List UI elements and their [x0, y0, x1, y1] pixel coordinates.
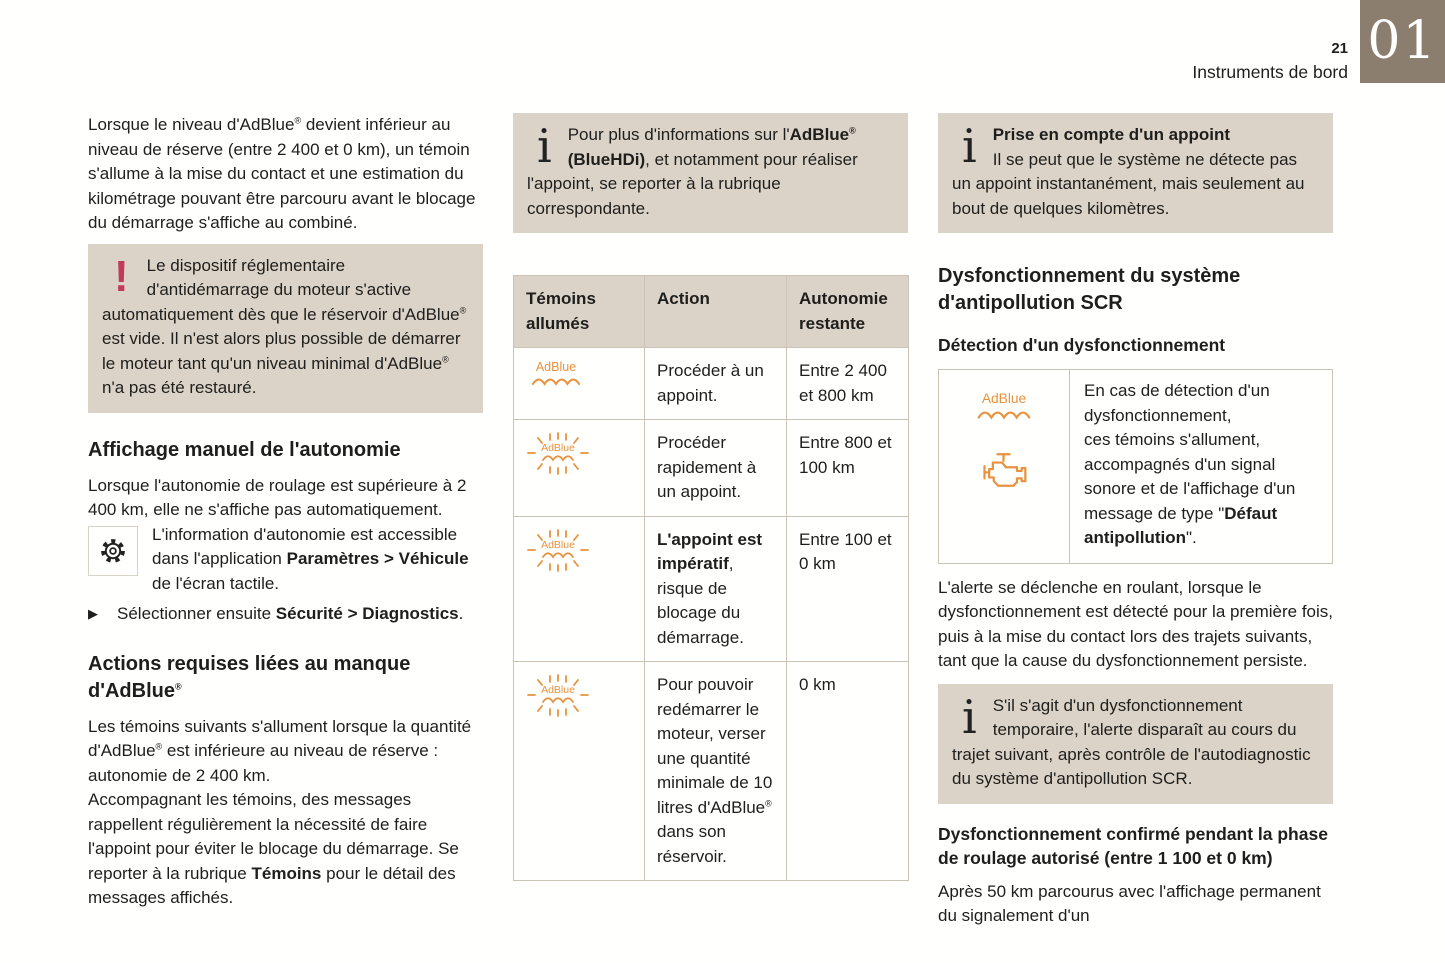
- page-header: [1192, 40, 1348, 83]
- table-row: [514, 662, 909, 881]
- subheading-detection: Détection d'un dysfonctionnement: [938, 335, 1226, 355]
- adblue-blinking-icon: [526, 431, 590, 476]
- intro-paragraph: Lorsque le niveau d'AdBlue® devient inférieur au niveau de réserve (entre 2 400 et 0 km), un témoin s'allume à la mise du contact et une estimation du kilométrage pouvant être parcouru avant le blocage du démarrage s'affiche au combiné.: [88, 115, 476, 232]
- heading-dysfonctionnement-scr: Dysfonctionnement du système d'antipollution SCR: [938, 265, 1241, 314]
- autonomy-cell: Entre 2 400 et 800 km: [787, 348, 909, 420]
- actions-paragraph-2: Accompagnant les témoins, des messages rappellent régulièrement la nécessité de faire l'appoint pour éviter le blocage du démarrage. Se reporter à la rubrique Témoins pour le détail des messages affichés.: [88, 790, 459, 907]
- action-cell: L'appoint est impératif, risque de blocage du démarrage.: [645, 516, 787, 662]
- adblue-warning-table: [513, 275, 909, 881]
- action-cell: Procéder à un appoint.: [645, 348, 787, 420]
- left-column: [88, 113, 483, 929]
- info-box-appoint-text: Prise en compte d'un appoint Il se peut que le système ne détecte pas un appoint instantanément, mais seulement au bout de quelques kilomètres.: [952, 125, 1305, 218]
- bullet-instruction-text: Sélectionner ensuite Sécurité > Diagnostics.: [117, 604, 464, 623]
- actions-paragraph-1: Les témoins suivants s'allument lorsque la quantité d'AdBlue® est inférieure au niveau de réserve : autonomie de 2 400 km.: [88, 716, 472, 785]
- settings-note-text: L'information d'autonomie est accessible dans l'application Paramètres > Véhicule de l'écran tactile.: [152, 524, 469, 593]
- info-box-adblue: [513, 113, 908, 233]
- section-title: Instruments de bord: [1192, 62, 1348, 82]
- info-box-temporary: [938, 684, 1333, 804]
- subheading-confirme: Dysfonctionnement confirmé pendant la phase de roulage autorisé (entre 1 100 et 0 km): [938, 823, 1328, 868]
- detection-icons: [939, 370, 1070, 563]
- info-icon: i: [962, 689, 977, 744]
- temoins-cell: [514, 662, 645, 881]
- autonomy-paragraph: Lorsque l'autonomie de roulage est supérieure à 2 400 km, elle ne s'affiche pas automatiquement.: [88, 475, 467, 519]
- check-engine-icon: [978, 449, 1030, 491]
- table-row: [514, 420, 909, 517]
- table-row: [514, 516, 909, 662]
- adblue-blinking-icon: [526, 673, 590, 718]
- adblue-steady-icon: [971, 390, 1037, 423]
- autonomy-cell: Entre 800 et 100 km: [787, 420, 909, 517]
- info-box-appoint: [938, 113, 1333, 233]
- warning-text: Le dispositif réglementaire d'antidémarrage du moteur s'active automatiquement dès que le réservoir d'AdBlue® est vide. Il n'est alors plus possible de démarrer le moteur tant qu'un niveau minimal d'AdBlue® n'a pas été restauré.: [102, 255, 467, 397]
- heading-affichage-manuel: Affichage manuel de l'autonomie: [88, 438, 401, 461]
- detection-indicator-box: [938, 369, 1333, 564]
- temoins-cell: [514, 420, 645, 517]
- temoins-cell: [514, 516, 645, 662]
- autonomy-cell: 0 km: [787, 662, 909, 881]
- col-header-autonomie: Autonomie restante: [787, 276, 909, 348]
- page-number: 21: [1331, 40, 1348, 57]
- heading-actions-requises: Actions requises liées au manque d'AdBlue®: [88, 652, 411, 702]
- adblue-blinking-icon: [526, 528, 590, 573]
- autonomy-cell: Entre 100 et 0 km: [787, 516, 909, 662]
- alert-paragraph: L'alerte se déclenche en roulant, lorsque le dysfonctionnement est détecté pour la première fois, puis à la mise du contact lors des trajets suivants, tant que la cause du dysfonctionnement persiste.: [938, 577, 1333, 670]
- adblue-steady-icon: [526, 359, 586, 389]
- chapter-badge: 01: [1360, 0, 1445, 83]
- page-content: [88, 113, 1333, 929]
- settings-note: [88, 523, 483, 597]
- middle-column: [513, 113, 908, 929]
- gear-icon: [88, 526, 138, 576]
- col-header-action: Action: [645, 276, 787, 348]
- table-row: [514, 348, 909, 420]
- table-header-row: [514, 276, 909, 348]
- action-cell: Procéder rapidement à un appoint.: [645, 420, 787, 517]
- info-icon: i: [537, 119, 552, 173]
- info-icon: i: [962, 119, 977, 173]
- action-cell: Pour pouvoir redémarrer le moteur, verser une quantité minimale de 10 litres d'AdBlue® dans son réservoir.: [645, 662, 787, 881]
- warning-icon: !: [114, 251, 129, 301]
- right-column: [938, 113, 1333, 929]
- confirmed-paragraph: Après 50 km parcourus avec l'affichage permanent du signalement d'un: [938, 881, 1321, 925]
- col-header-temoins: Témoins allumés: [514, 276, 645, 348]
- warning-box: [88, 244, 483, 413]
- bullet-instruction: [88, 602, 483, 627]
- info-box-adblue-text: Pour plus d'informations sur l'AdBlue® (BlueHDi), et notamment pour réaliser l'appoint, se reporter à la rubrique correspondante.: [527, 125, 858, 218]
- temoins-cell: [514, 348, 645, 420]
- info-box-temporary-text: S'il s'agit d'un dysfonctionnement temporaire, l'alerte disparaît au cours du trajet suivant, après contrôle de l'autodiagnostic du système d'antipollution SCR.: [952, 695, 1311, 788]
- triangle-bullet-icon: ▶: [88, 606, 98, 621]
- detection-text: En cas de détection d'un dysfonctionnement, ces témoins s'allument, accompagnés d'un signal sonore et de l'affichage d'un message de type "Défaut antipollution".: [1084, 381, 1296, 547]
